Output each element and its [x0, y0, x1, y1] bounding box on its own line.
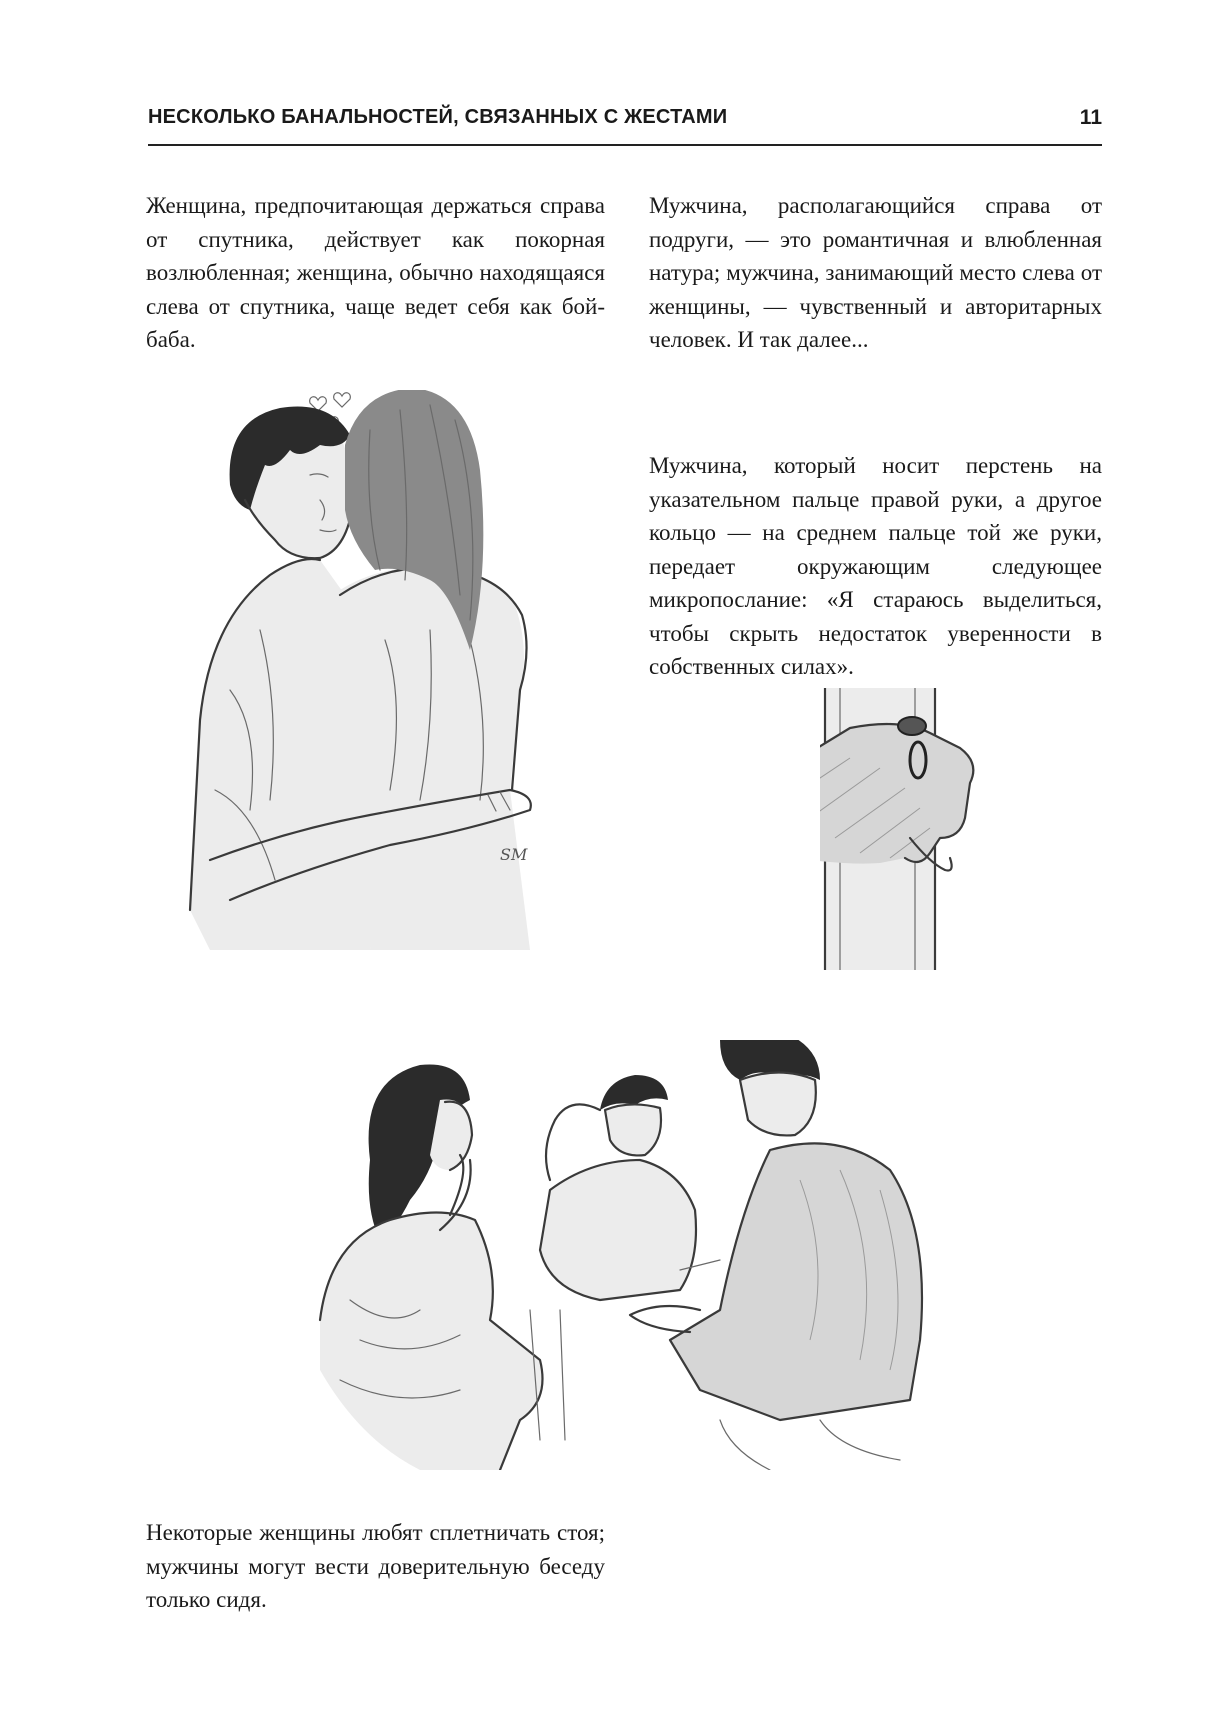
page-number: 11 [1079, 106, 1102, 129]
chapter-title: НЕСКОЛЬКО БАНАЛЬНОСТЕЙ, СВЯЗАННЫХ С ЖЕСТАМИ [148, 106, 728, 128]
illustrator-signature: SM [500, 845, 528, 864]
ring-index-finger-icon [898, 717, 926, 735]
paragraph-man-right-side: Мужчина, располагающийся справа от подруги, — это романтичная и влюбленная натура; мужчина, занимающий место слева от женщины, — чувственный и авторитарных человек. И так далее... [649, 193, 1102, 352]
couple-illustration [170, 390, 610, 960]
running-header [148, 100, 1102, 146]
paragraph-rings: Мужчина, который носит перстень на указательном пальце правой руки, а другое кольцо — на среднем пальце той же руки, передает окружающим следующее микропослание: «Я стараюсь выделиться, чтобы скрыть недостаток уверенности в собственных силах». [649, 453, 1102, 679]
hand-rings-illustration [820, 688, 1070, 970]
paragraph-woman-right-side: Женщина, предпочитающая держаться справа от спутника, действует как покорная возлюбленная; женщина, обычно находящаяся слева от спутника, чаще ведет себя как бой-баба. [146, 193, 605, 352]
paragraph-gossip: Некоторые женщины любят сплетничать стоя; мужчины могут вести доверительную беседу только сидя. [146, 1520, 605, 1612]
seated-conversation-illustration [300, 1040, 980, 1470]
